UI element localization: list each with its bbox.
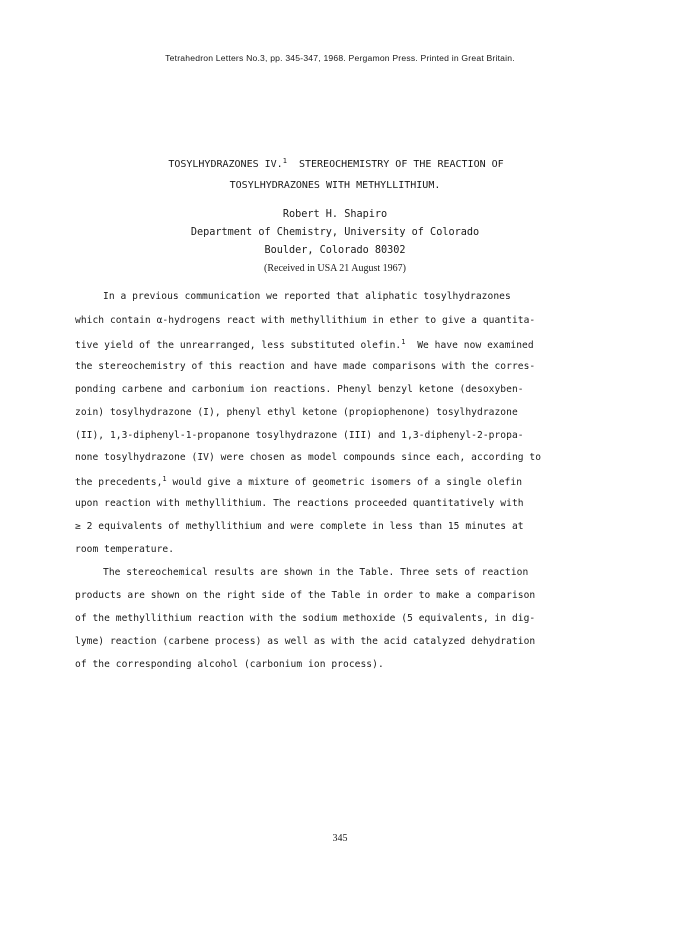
body-line: of the methyllithium reaction with the sodium methoxide (5 equivalents, in dig- — [75, 613, 536, 624]
affiliation-line-2: Boulder, Colorado 80302 — [264, 245, 406, 256]
running-header: Tetrahedron Letters No.3, pp. 345-347, 1968. Pergamon Press. Printed in Great Britain. — [165, 53, 515, 63]
footnote-ref: 1 — [401, 338, 406, 346]
body-text: We have now examined — [417, 340, 534, 351]
body-line: ≥ 2 equivalents of methyllithium and were complete in less than 15 minutes at — [75, 521, 524, 532]
title-part-a: TOSYLHYDRAZONES IV. — [168, 159, 283, 170]
body-line: In a previous communication we reported that aliphatic tosylhydrazones — [103, 291, 511, 302]
body-line: products are shown on the right side of the Table in order to make a comparison — [75, 590, 536, 601]
body-line: none tosylhydrazone (IV) were chosen as model compounds since each, according to — [75, 452, 542, 463]
title-part-b: STEREOCHEMISTRY OF THE REACTION OF — [298, 159, 504, 170]
body-line: which contain α-hydrogens react with methyllithium in ether to give a quantita- — [75, 315, 536, 326]
body-line: zoin) tosylhydrazone (I), phenyl ethyl ketone (propiophenone) tosylhydrazone — [75, 407, 518, 418]
body-line — [75, 475, 522, 488]
body-text: would give a mixture of geometric isomers of a single olefin — [172, 477, 523, 488]
received-date: (Received in USA 21 August 1967) — [264, 263, 406, 274]
body-line: the stereochemistry of this reaction and have made comparisons with the corres- — [75, 361, 536, 372]
body-line — [75, 338, 534, 351]
author-name: Robert H. Shapiro — [282, 209, 388, 220]
body-line: upon reaction with methyllithium. The reactions proceeded quantitatively with — [75, 498, 524, 509]
affiliation-line-1: Department of Chemistry, University of Colorado — [190, 227, 480, 238]
article-title-line-1 — [0, 157, 676, 170]
body-text: the precedents, — [75, 477, 163, 488]
title-footnote-ref: 1 — [282, 157, 287, 165]
article-title-line-2: TOSYLHYDRAZONES WITH METHYLLITHIUM. — [229, 180, 441, 191]
body-text: tive yield of the unrearranged, less substituted olefin. — [75, 340, 402, 351]
body-line: The stereochemical results are shown in the Table. Three sets of reaction — [103, 567, 529, 578]
body-line: room temperature. — [75, 544, 175, 555]
footnote-ref: 1 — [162, 475, 167, 483]
body-line: of the corresponding alcohol (carbonium ion process). — [75, 659, 384, 670]
body-line: ponding carbene and carbonium ion reactions. Phenyl benzyl ketone (desoxyben- — [75, 384, 524, 395]
body-line: (II), 1,3-diphenyl-1-propanone tosylhydrazone (III) and 1,3-diphenyl-2-propa- — [75, 430, 524, 441]
page-number: 345 — [332, 833, 348, 844]
body-line: lyme) reaction (carbene process) as well as with the acid catalyzed dehydration — [75, 636, 536, 647]
